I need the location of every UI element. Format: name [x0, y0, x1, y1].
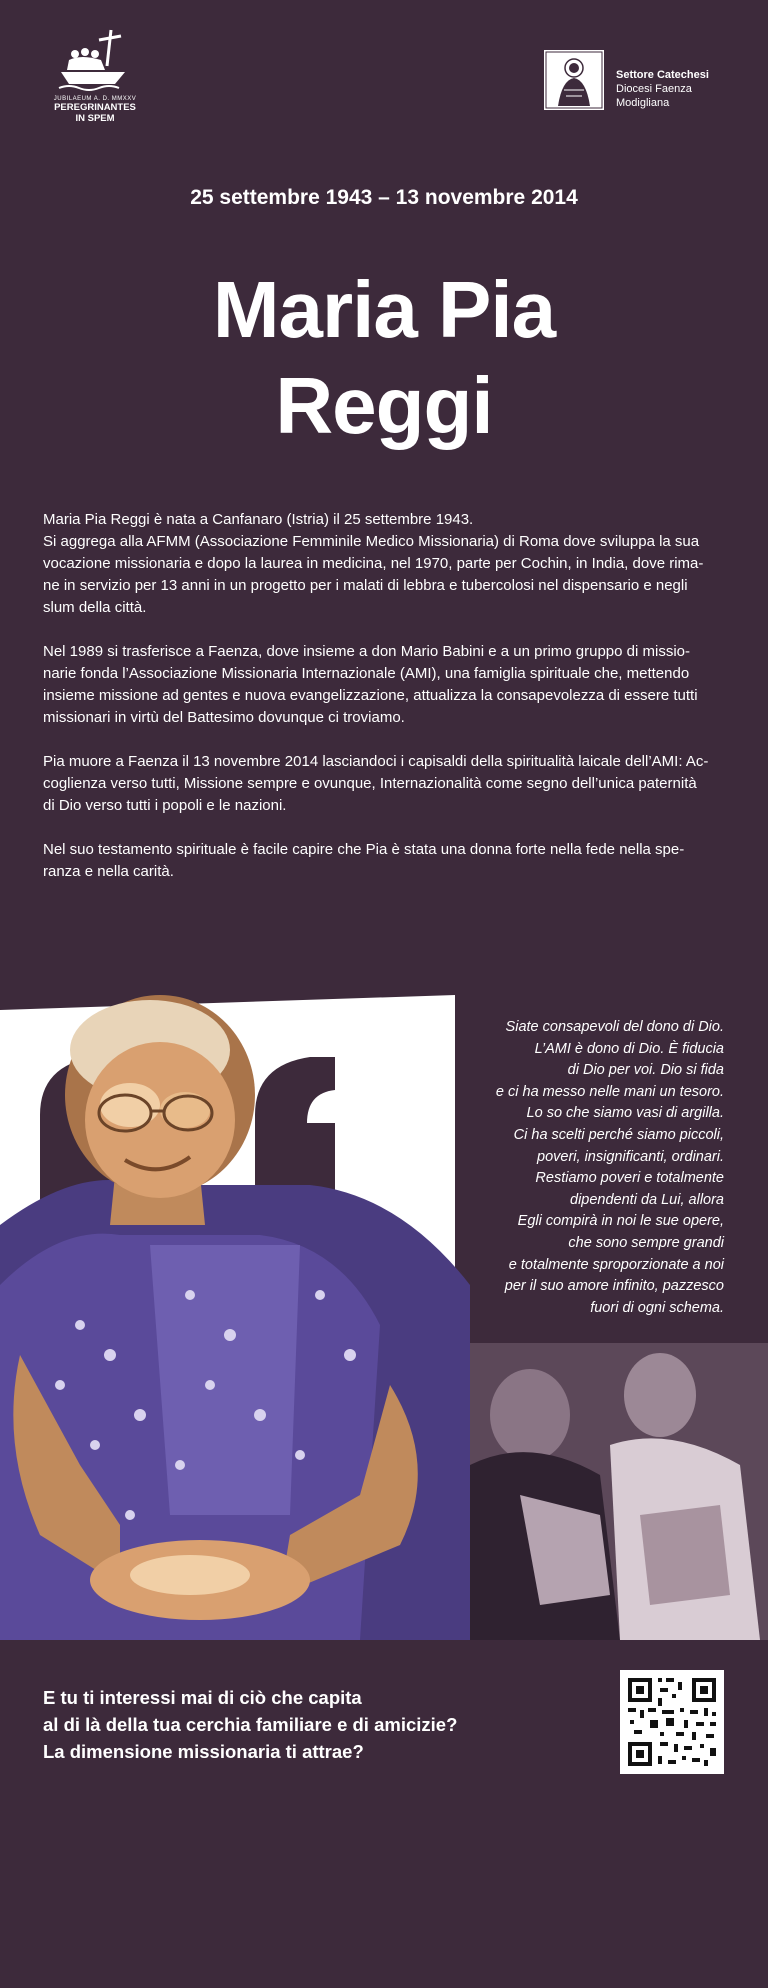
quote-line: Ci ha scelti perché siamo piccoli, [513, 1126, 724, 1143]
quote-line: e ci ha messo nelle mani un tesoro. [495, 1083, 724, 1100]
jubilee-title-line1: PEREGRINANTES [54, 102, 136, 113]
boat-cross-icon [55, 26, 135, 94]
india-photo [455, 1343, 768, 1640]
catechesi-logo [544, 50, 744, 114]
quote-line: Lo so che siamo vasi di argilla. [526, 1105, 724, 1122]
bio-line: slum della città. [43, 599, 147, 616]
bio-line: Pia muore a Faenza il 13 novembre 2014 lasciandoci i capisaldi della spiritualità laicale dell’AMI: Ac- [43, 753, 709, 770]
quote-line: Siate consapevoli del dono di Dio. [505, 1019, 724, 1035]
name-line2: Reggi [275, 361, 493, 450]
bio-paragraph-2 [43, 641, 731, 729]
bio-line: Maria Pia Reggi è nata a Canfanaro (Istria) il 25 settembre 1943. [43, 511, 474, 528]
christ-emblem-icon [544, 50, 604, 110]
bio-paragraph-4 [43, 839, 731, 883]
quote-line: L’AMI è dono di Dio. È fiducia [534, 1040, 724, 1057]
spiritual-testament-quote [470, 1017, 724, 1319]
bio-line: ranza e nella carità. [43, 863, 174, 880]
quote-line: Restiamo poveri e totalmente [535, 1170, 724, 1187]
quote-line: di Dio per voi. Dio si fida [567, 1062, 724, 1079]
jubilee-small-text: JUBILAEUM A. D. MMXXV [53, 96, 137, 102]
quote-line: fuori di ogni schema. [590, 1299, 724, 1316]
bio-paragraph-3 [43, 751, 731, 817]
bio-line: Si aggrega alla AFMM (Associazione Femminile Medico Missionaria) di Roma dove sviluppa la sua [43, 533, 700, 550]
quote-line: poveri, insignificanti, ordinari. [537, 1148, 724, 1165]
closing-question [43, 1684, 543, 1765]
question-line: al di là della tua cerchia familiare e di amicizie? [43, 1714, 458, 1735]
qr-code-icon[interactable] [620, 1670, 724, 1774]
bio-line: vocazione missionaria e dopo la laurea in medicina, nel 1970, parte per Cochin, in India, dove rima- [43, 555, 704, 572]
question-line: La dimensione missionaria ti attrae? [43, 1741, 364, 1762]
quote-line: dipendenti da Lui, allora [570, 1191, 724, 1208]
bio-line: ne in servizio per 13 anni in un progetto per i malati di lebbra e tubercolosi nel dispensario e negli [43, 577, 688, 594]
bio-line: di Dio verso tutti i popoli e le nazioni. [43, 797, 287, 814]
catechesi-line1: Settore Catechesi [616, 69, 709, 81]
question-line: E tu ti interessi mai di ciò che capita [43, 1687, 362, 1708]
life-dates: 25 settembre 1943 – 13 novembre 2014 [190, 186, 578, 209]
bio-line: Nel suo testamento spirituale è facile capire che Pia è stata una donna forte nella fede nella spe- [43, 841, 685, 858]
quote-line: che sono sempre grandi [568, 1234, 724, 1251]
jubilee-logo [40, 26, 150, 124]
jubilee-title-line2: IN SPEM [75, 113, 115, 124]
bio-line: narie fonda l’Associazione Missionaria Internazionale (AMI), una famiglia spirituale che, mettendo [43, 665, 690, 682]
catechesi-line3: Modigliana [616, 97, 670, 109]
bio-line: Nel 1989 si trasferisce a Faenza, dove insieme a don Mario Babini e a un primo gruppo di missio- [43, 643, 690, 660]
catechesi-text [616, 68, 709, 110]
catechesi-line2: Diocesi Faenza [616, 83, 692, 95]
person-name [0, 262, 768, 454]
quote-line: Egli compirà in noi le sue opere, [517, 1213, 724, 1230]
quote-line: e totalmente sproporzionate a noi [508, 1256, 724, 1273]
bio-line: coglienza verso tutti, Missione sempre e ovunque, Internazionalità come segno dell’unica paternità [43, 775, 697, 792]
bio-line: insieme missione ad gentes e nuova evangelizzazione, attualizza la consapevolezza di essere tutti [43, 687, 698, 704]
quote-line: per il suo amore infinito, pazzesco [504, 1278, 724, 1295]
bio-paragraph-1 [43, 509, 731, 619]
name-line1: Maria Pia [212, 265, 556, 354]
biography [43, 509, 731, 905]
bio-line: missionari in virtù del Battesimo dovunque ci troviamo. [43, 709, 405, 726]
